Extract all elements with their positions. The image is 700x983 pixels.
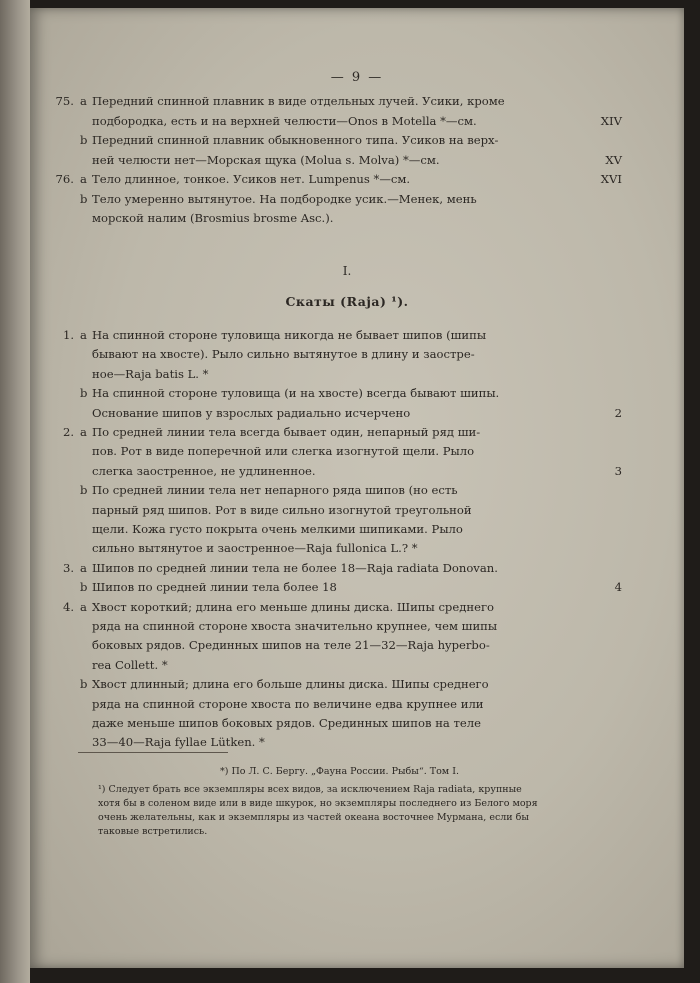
entry-number: 75. <box>55 94 74 108</box>
footnote-text: хотя бы в соленом виде или в виде шкурок, но экземпляры последнего из Белого моря <box>98 798 538 809</box>
footnote-text: *) По Л. С. Бергу. „Фауна России. Рыбы“. Том I. <box>220 766 459 777</box>
entry-text: щели. Кожа густо покрыта очень мелкими шипиками. Рыло <box>92 522 463 536</box>
entry-text: Шипов по средней линии тела не более 18—Raja radiata Donovan. <box>92 560 498 575</box>
entry-mark: a <box>80 94 87 108</box>
entry-text: Хвост длинный; длина его больше длины диска. Шипы среднего <box>92 677 489 692</box>
entry-text: морской налим (Brosmius brosme Asc.). <box>92 211 334 225</box>
entry-mark: b <box>80 677 88 692</box>
section-title: Скаты (Raja) ¹). <box>285 294 409 309</box>
entry-reference: XIV <box>600 113 622 128</box>
entry-text: Тело длинное, тонкое. Усиков нет. Lumpenus *—см. <box>92 172 411 186</box>
entry-text: По средней линии тела всегда бывает один, непарный ряд ши- <box>92 425 481 439</box>
entry-text: парный ряд шипов. Рот в виде сильно изогнутой треугольной <box>92 502 472 517</box>
footnote-text: очень желательны, как и экземпляры из частей океана восточнее Мурмана, если бы <box>98 812 529 823</box>
footnote-rule <box>78 752 228 753</box>
entry-number: 4. <box>62 599 74 614</box>
adjacent-page-edge <box>0 0 30 983</box>
footnote-text: ¹) Следует брать все экземпляры всех видов, за исключением Raja radiata, крупные <box>98 784 522 795</box>
footnote-text: таковые встретились. <box>98 826 208 837</box>
entry-text: слегка заостренное, не удлиненное. <box>92 463 316 478</box>
entry-text: сильно вытянутое и заостренное—Raja fullonica L.? * <box>92 541 418 556</box>
entry-text: ряда на спинной стороне хвоста значительно крупнее, чем шипы <box>92 619 498 633</box>
entry-mark: b <box>80 133 88 147</box>
entry-text: ряда на спинной стороне хвоста по величине едва крупнее или <box>92 696 484 711</box>
entry-reference: 2 <box>614 405 622 420</box>
entry-text: даже меньше шипов боковых рядов. Срединных шипов на теле <box>92 716 482 730</box>
entry-text: По средней линии тела нет непарного ряда шипов (но есть <box>92 483 458 498</box>
entry-reference: 4 <box>614 580 622 595</box>
entry-reference: XV <box>605 152 622 167</box>
entry-text: подбородка, есть и на верхней челюсти—Onos в Motella *—см. <box>92 113 477 128</box>
entry-text: На спинной стороне туловища (и на хвосте) всегда бывают шипы. <box>92 386 500 401</box>
entry-number: 2. <box>62 425 74 439</box>
entry-text: Передний спинной плавник в виде отдельных лучей. Усики, кроме <box>92 94 505 108</box>
entry-text: ное—Raja batis L. * <box>92 366 209 381</box>
entry-text: Тело умеренно вытянутое. На подбородке усик.—Менек, мень <box>92 191 477 206</box>
entry-text: На спинной стороне туловища никогда не бывает шипов (шипы <box>92 328 487 342</box>
entry-mark: a <box>80 425 87 439</box>
entry-mark: a <box>80 560 87 575</box>
entry-text: rea Collett. * <box>92 657 168 672</box>
section-number: I. <box>342 264 352 278</box>
entry-mark: b <box>80 483 88 498</box>
entry-text: Шипов по средней линии тела более 18 <box>92 580 337 595</box>
book-page <box>30 8 684 968</box>
entry-number: 1. <box>62 328 74 342</box>
page-number: — 9 — <box>330 70 384 85</box>
entry-number: 76. <box>55 172 74 186</box>
entry-reference: 3 <box>614 463 622 478</box>
entry-mark: b <box>80 386 88 401</box>
entry-text: боковых рядов. Срединных шипов на теле 21—32—Raja hyperbo- <box>92 638 490 653</box>
entry-mark: a <box>80 172 87 186</box>
entry-text: Передний спинной плавник обыкновенного типа. Усиков на верх- <box>92 133 499 147</box>
entry-reference: XVI <box>600 172 622 186</box>
entry-text: 33—40—Raja fyllae Lütken. * <box>92 735 265 750</box>
entry-mark: b <box>80 580 88 595</box>
entry-text: Основание шипов у взрослых радиально исчерчено <box>92 405 411 420</box>
entry-number: 3. <box>62 560 74 575</box>
entry-mark: b <box>80 191 88 206</box>
entry-text: ней челюсти нет—Морская щука (Molua s. Molva) *—см. <box>92 152 440 167</box>
entry-mark: a <box>80 328 87 342</box>
entry-mark: a <box>80 599 87 614</box>
entry-text: пов. Рот в виде поперечной или слегка изогнутой щели. Рыло <box>92 444 475 459</box>
entry-text: бывают на хвосте). Рыло сильно вытянутое в длину и заостре- <box>92 347 475 362</box>
entry-text: Хвост короткий; длина его меньше длины диска. Шипы среднего <box>92 599 494 614</box>
